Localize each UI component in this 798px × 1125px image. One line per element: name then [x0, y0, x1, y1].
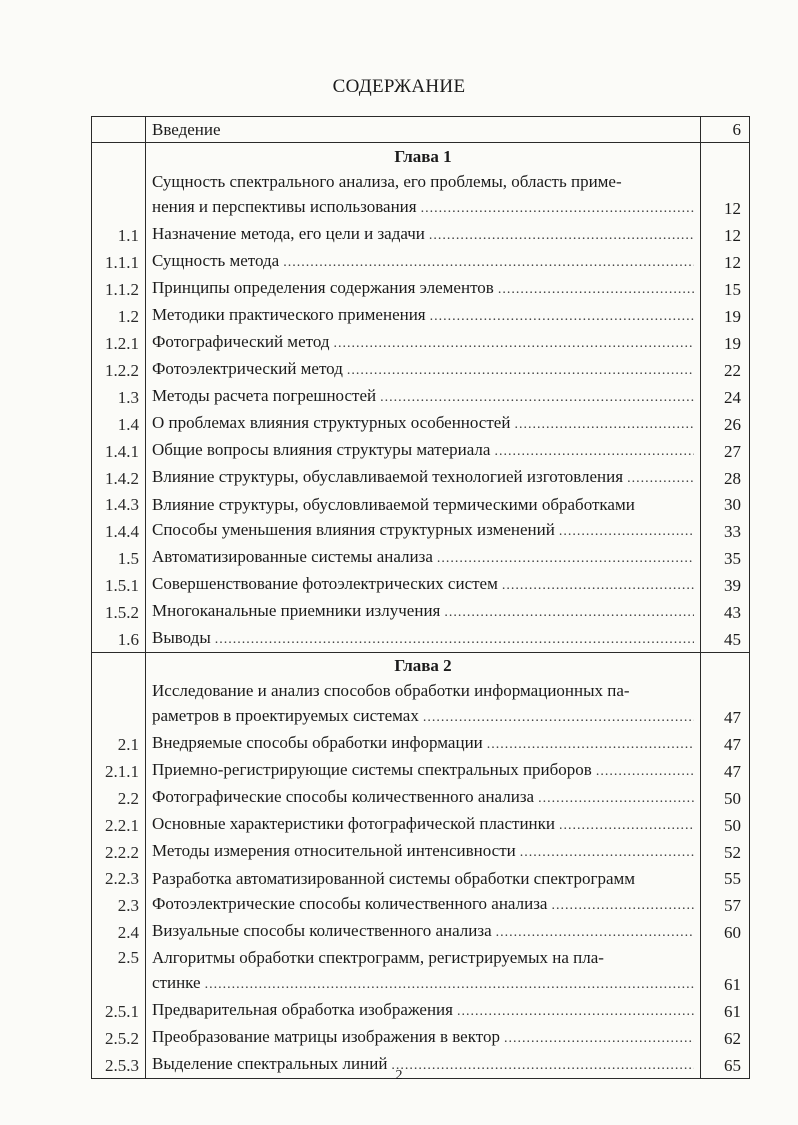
toc-row — [92, 945, 750, 970]
page-ref — [701, 169, 750, 194]
section-number — [92, 703, 146, 730]
section-title-cell — [146, 918, 701, 945]
section-title-cell — [146, 169, 701, 194]
section-number: 2.4 — [92, 918, 146, 945]
toc-row — [92, 784, 750, 811]
section-title-cell — [146, 329, 701, 356]
section-number: 2.5.1 — [92, 997, 146, 1024]
page-ref: 39 — [701, 571, 750, 598]
page-ref: 47 — [701, 703, 750, 730]
section-number — [92, 678, 146, 703]
section-title-cell — [146, 757, 701, 784]
page-ref: 55 — [701, 865, 750, 890]
toc-row — [92, 598, 750, 625]
toc-row — [92, 275, 750, 302]
toc-row — [92, 757, 750, 784]
section-number — [92, 652, 146, 678]
section-title: Выводы — [152, 627, 211, 647]
section-title-line — [152, 866, 694, 891]
section-title-line — [152, 838, 694, 865]
section-title-line — [152, 329, 694, 356]
section-number — [92, 194, 146, 221]
section-title-cell — [146, 248, 701, 275]
section-title-line — [152, 811, 694, 838]
page-ref: 50 — [701, 784, 750, 811]
section-title-line — [152, 757, 694, 784]
toc-row — [92, 918, 750, 945]
section-title-line — [152, 625, 694, 652]
section-number: 1.6 — [92, 625, 146, 653]
section-title-line — [152, 248, 694, 275]
page-ref: 61 — [701, 997, 750, 1024]
section-number: 2.1.1 — [92, 757, 146, 784]
section-title: Принципы определения содержания элементов — [152, 278, 494, 298]
section-title-cell — [146, 865, 701, 890]
section-title-cell — [146, 838, 701, 865]
page-ref: 30 — [701, 491, 750, 516]
dot-leader — [514, 412, 694, 437]
section-title: Многоканальные приемники излучения — [152, 600, 441, 620]
section-title-line — [152, 598, 694, 625]
toc-row — [92, 302, 750, 329]
page-ref: 33 — [701, 517, 750, 544]
dot-leader — [215, 627, 694, 652]
page-ref: 45 — [701, 625, 750, 653]
chapter-heading: Глава 2 — [146, 652, 701, 678]
section-number: 2.1 — [92, 730, 146, 757]
section-title-line — [152, 410, 694, 437]
section-number: 2.5.3 — [92, 1051, 146, 1079]
page-ref: 6 — [701, 117, 750, 143]
section-title-line — [152, 117, 694, 142]
section-title: Введение — [152, 120, 221, 140]
section-title-cell — [146, 811, 701, 838]
dot-leader — [430, 304, 694, 329]
page-ref: 47 — [701, 730, 750, 757]
dot-leader — [283, 250, 694, 275]
toc-row — [92, 703, 750, 730]
section-number: 1.1.2 — [92, 275, 146, 302]
section-title-line — [152, 437, 694, 464]
section-number: 2.2 — [92, 784, 146, 811]
section-title-line — [152, 517, 694, 544]
section-number: 1.4.3 — [92, 491, 146, 516]
dot-leader — [429, 223, 694, 248]
toc-row — [92, 997, 750, 1024]
toc-row — [92, 356, 750, 383]
section-title: Фотографический метод — [152, 332, 330, 352]
chapter-heading-row — [92, 652, 750, 678]
section-title-line — [152, 221, 694, 248]
toc-row — [92, 437, 750, 464]
page-ref: 60 — [701, 918, 750, 945]
toc-row — [92, 169, 750, 194]
section-title: Сущность метода — [152, 251, 280, 271]
toc-row — [92, 891, 750, 918]
section-title: О проблемах влияния структурных особенностей — [152, 413, 511, 433]
section-number: 1.2.1 — [92, 329, 146, 356]
dot-leader — [502, 573, 694, 598]
section-title: Визуальные способы количественного анализа — [152, 920, 492, 940]
dot-leader — [551, 893, 694, 918]
section-title-line — [152, 383, 694, 410]
toc-row — [92, 1024, 750, 1051]
dot-leader — [421, 196, 694, 221]
dot-leader — [559, 519, 694, 544]
toc-row — [92, 464, 750, 491]
section-number — [92, 970, 146, 997]
section-number: 1.4 — [92, 410, 146, 437]
section-number: 2.5 — [92, 945, 146, 970]
section-title-line — [152, 918, 694, 945]
section-title-line — [152, 891, 694, 918]
section-title-cell — [146, 544, 701, 571]
dot-leader — [494, 439, 694, 464]
page-ref: 12 — [701, 248, 750, 275]
section-title-line — [152, 784, 694, 811]
section-title-cell — [146, 302, 701, 329]
page-ref: 65 — [701, 1051, 750, 1079]
section-number: 1.1.1 — [92, 248, 146, 275]
page-ref — [701, 678, 750, 703]
section-number: 1.5.2 — [92, 598, 146, 625]
dot-leader — [504, 1026, 694, 1051]
section-title-cell — [146, 891, 701, 918]
section-title: Фотоэлектрический метод — [152, 359, 343, 379]
section-title-line — [152, 464, 694, 491]
toc-row — [92, 571, 750, 598]
page-title: СОДЕРЖАНИЕ — [332, 76, 466, 97]
section-number: 1.2.2 — [92, 356, 146, 383]
section-title: Фотоэлектрические способы количественного анализа — [152, 893, 548, 913]
section-title: стинке — [152, 973, 201, 993]
section-number: 1.2 — [92, 302, 146, 329]
section-number: 1.1 — [92, 221, 146, 248]
page-ref: 50 — [701, 811, 750, 838]
toc-row — [92, 811, 750, 838]
toc-row — [92, 970, 750, 997]
section-title-line — [152, 356, 694, 383]
toc-row — [92, 838, 750, 865]
chapter-heading-row — [92, 143, 750, 169]
section-title-cell — [146, 221, 701, 248]
section-title: Разработка автоматизированной системы обработки спектрограмм — [152, 868, 636, 888]
section-title-cell — [146, 678, 701, 703]
page-ref — [701, 143, 750, 169]
dot-leader — [559, 813, 694, 838]
section-number: 1.5 — [92, 544, 146, 571]
section-title-cell — [146, 997, 701, 1024]
section-title-cell — [146, 945, 701, 970]
section-title-cell — [146, 356, 701, 383]
section-number: 1.4.4 — [92, 517, 146, 544]
section-title: Основные характеристики фотографической пластинки — [152, 814, 556, 834]
section-title-line — [152, 169, 694, 194]
section-title: Назначение метода, его цели и задачи — [152, 224, 425, 244]
section-title-line — [152, 1024, 694, 1051]
section-number — [92, 117, 146, 143]
section-title-cell — [146, 275, 701, 302]
section-title: раметров в проектируемых системах — [152, 706, 419, 726]
section-number: 2.2.3 — [92, 865, 146, 890]
page-number: 2 — [395, 1068, 403, 1083]
dot-leader — [596, 759, 694, 784]
section-title: Методы расчета погрешностей — [152, 386, 377, 406]
section-title: Фотографические способы количественного анализа — [152, 787, 535, 807]
dot-leader — [498, 277, 694, 302]
section-number: 2.2.2 — [92, 838, 146, 865]
chapter-heading: Глава 1 — [146, 143, 701, 169]
page-ref: 57 — [701, 891, 750, 918]
section-title-line — [152, 730, 694, 757]
dot-leader — [423, 705, 694, 730]
section-title-cell — [146, 970, 701, 997]
toc-row — [92, 517, 750, 544]
toc-body — [92, 117, 750, 1079]
section-title-cell — [146, 517, 701, 544]
page-ref: 26 — [701, 410, 750, 437]
section-title-cell — [146, 625, 701, 653]
toc-row — [92, 329, 750, 356]
section-title-line — [152, 275, 694, 302]
section-number: 1.4.1 — [92, 437, 146, 464]
page-ref: 52 — [701, 838, 750, 865]
section-title-cell — [146, 571, 701, 598]
toc-row — [92, 410, 750, 437]
page-ref: 19 — [701, 329, 750, 356]
toc-row — [92, 678, 750, 703]
section-title-line — [152, 194, 694, 221]
section-title: Сущность спектрального анализа, его проблемы, область приме- — [152, 172, 622, 192]
section-title: Совершенствование фотоэлектрических систем — [152, 573, 498, 593]
page-ref: 43 — [701, 598, 750, 625]
page-ref: 47 — [701, 757, 750, 784]
section-title-cell — [146, 437, 701, 464]
dot-leader — [538, 786, 694, 811]
toc-row — [92, 221, 750, 248]
section-number — [92, 169, 146, 194]
page-ref: 27 — [701, 437, 750, 464]
toc-row — [92, 865, 750, 890]
page-ref: 15 — [701, 275, 750, 302]
dot-leader — [437, 546, 694, 571]
toc-row — [92, 383, 750, 410]
dot-leader — [496, 920, 694, 945]
section-title-line — [152, 678, 694, 703]
section-title-line — [152, 302, 694, 329]
section-number: 2.3 — [92, 891, 146, 918]
toc-row — [92, 544, 750, 571]
section-title-cell — [146, 117, 701, 143]
page-ref: 35 — [701, 544, 750, 571]
toc-row — [92, 117, 750, 143]
section-title-line — [152, 997, 694, 1024]
dot-leader — [347, 358, 694, 383]
section-number — [92, 143, 146, 169]
table-of-contents — [91, 116, 750, 1079]
section-title: Методы измерения относительной интенсивности — [152, 841, 516, 861]
toc-row — [92, 248, 750, 275]
section-title-line — [152, 703, 694, 730]
section-title: Способы уменьшения влияния структурных изменений — [152, 519, 555, 539]
section-title: Алгоритмы обработки спектрограмм, регистрируемых на пла- — [152, 948, 604, 968]
section-title-line — [152, 492, 694, 517]
dot-leader — [333, 331, 694, 356]
section-number: 1.5.1 — [92, 571, 146, 598]
section-number: 2.2.1 — [92, 811, 146, 838]
dot-leader — [444, 600, 694, 625]
page-ref: 28 — [701, 464, 750, 491]
section-number: 1.4.2 — [92, 464, 146, 491]
dot-leader — [457, 999, 694, 1024]
page-ref: 61 — [701, 970, 750, 997]
dot-leader — [487, 732, 694, 757]
section-title: Влияние структуры, обусловливаемой термическими обработками — [152, 494, 635, 514]
section-title: Выделение спектральных линий — [152, 1054, 388, 1074]
section-title-cell — [146, 703, 701, 730]
toc-row — [92, 625, 750, 653]
section-title-cell — [146, 598, 701, 625]
section-title-line — [152, 544, 694, 571]
section-title: Автоматизированные системы анализа — [152, 546, 433, 566]
section-title: Методики практического применения — [152, 305, 426, 325]
page-ref: 19 — [701, 302, 750, 329]
section-title: Предварительная обработка изображения — [152, 1000, 453, 1020]
section-title: нения и перспективы использования — [152, 197, 417, 217]
page-ref — [701, 652, 750, 678]
dot-leader — [520, 840, 694, 865]
page-ref — [701, 945, 750, 970]
page-ref: 24 — [701, 383, 750, 410]
section-number: 1.3 — [92, 383, 146, 410]
section-title: Преобразование матрицы изображения в вектор — [152, 1027, 500, 1047]
section-title-line — [152, 571, 694, 598]
section-title-cell — [146, 410, 701, 437]
page-ref: 12 — [701, 194, 750, 221]
page-ref: 12 — [701, 221, 750, 248]
section-title-cell — [146, 464, 701, 491]
dot-leader — [205, 972, 694, 997]
section-title: Исследование и анализ способов обработки информационных па- — [152, 681, 630, 701]
section-number: 2.5.2 — [92, 1024, 146, 1051]
page-ref: 62 — [701, 1024, 750, 1051]
section-title: Влияние структуры, обуславливаемой технологией изготовления — [152, 467, 624, 487]
section-title-line — [152, 970, 694, 997]
section-title-line — [152, 945, 694, 970]
section-title: Внедряемые способы обработки информации — [152, 733, 483, 753]
section-title: Приемно-регистрирующие системы спектральных приборов — [152, 760, 592, 780]
dot-leader — [380, 385, 694, 410]
section-title-cell — [146, 491, 701, 516]
section-title-cell — [146, 1024, 701, 1051]
toc-row — [92, 194, 750, 221]
toc-row — [92, 730, 750, 757]
page-ref: 22 — [701, 356, 750, 383]
toc-row — [92, 491, 750, 516]
section-title-cell — [146, 730, 701, 757]
section-title-cell — [146, 383, 701, 410]
section-title: Общие вопросы влияния структуры материала — [152, 440, 491, 460]
section-title-cell — [146, 194, 701, 221]
dot-leader — [627, 466, 694, 491]
section-title-cell — [146, 784, 701, 811]
